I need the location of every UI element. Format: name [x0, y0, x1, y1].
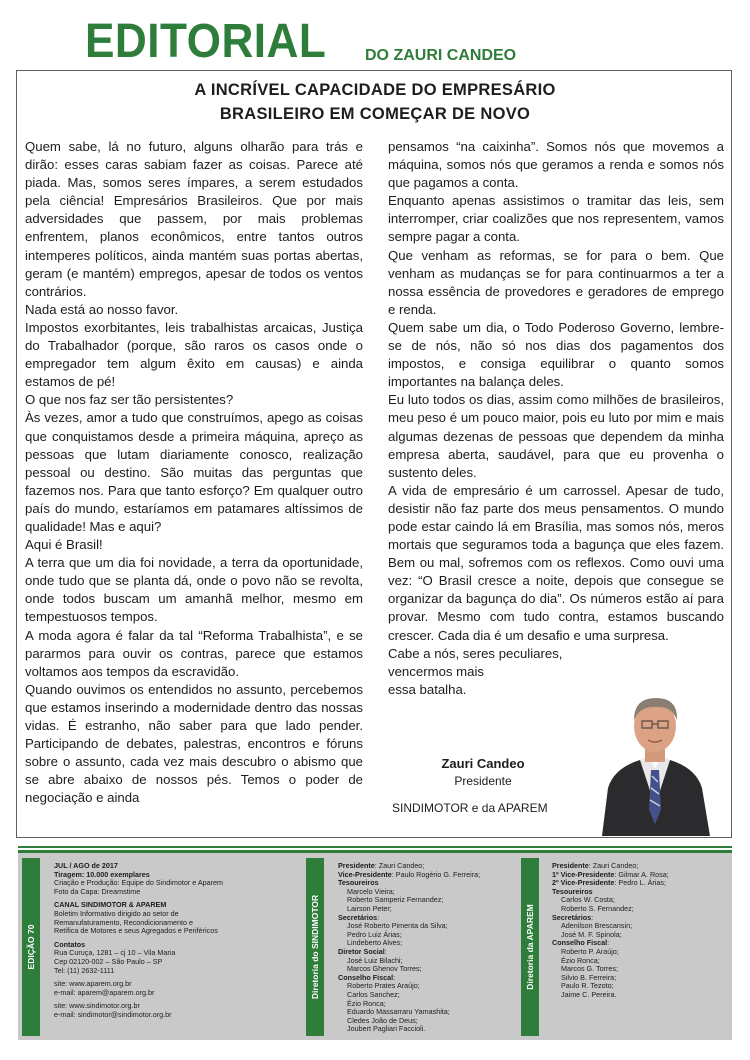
- site-link-aparem[interactable]: site: www.aparem.org.br: [54, 979, 132, 989]
- board-member-name: Eduardo Massarraru Yamashita;: [347, 1007, 450, 1017]
- article-column-left: [25, 138, 363, 807]
- sindimotor-board-list: [338, 862, 508, 1034]
- closing-line: Cabe a nós, seres peculiares,: [388, 645, 563, 661]
- board-member-name: :: [607, 938, 610, 948]
- board-member-name: Joubert Pagliari Faccioli.: [347, 1024, 426, 1034]
- paragraph: Quem sabe um dia, o Todo Poderoso Governo, lembre-se de nós, não só nos dias dos pagamentos dos impostos, e consiga equilibrar o quanto somos importantes na balança deles.: [388, 319, 724, 390]
- aparem-board-label: Diretoria da APAREM: [525, 904, 535, 990]
- board-member-name: Cledes João de Deus;: [347, 1015, 418, 1025]
- address: Rua Curuça, 1281 – cj 10 – Vila Maria: [54, 948, 176, 958]
- closing-line: vencermos mais: [388, 663, 485, 679]
- board-member-name: Lairson Peter;: [347, 903, 392, 913]
- paragraph: Que venham as reformas, se for para o bem. Que venham as mudanças se for para continuarmos a ter a nossa essência de provedores e geradores de emprego e renda.: [388, 247, 724, 317]
- board-member-name: Marcelo Vieira;: [347, 886, 395, 896]
- board-role: 1º Vice-Presidente: [552, 869, 615, 879]
- production-credit: Criação e Produção: Equipe do Sindimotor e Aparem: [54, 878, 224, 888]
- period: JUL / AGO de 2017: [54, 861, 118, 870]
- print-run: Tiragem: 10.000 exemplares: [54, 869, 150, 879]
- paragraph: A vida de empresário é um carrossel. Apesar de tudo, desistir não faz parte dos meus pensamentos. O mundo pode estar caindo lá em Brasília, mas somos nós, meros mortais que seguramos toda a bagunça que eles fazem. Bem ou mal, sofremos com os reflexos. Como ouvi uma vez: “O Brasil cresce a noite, depois que consegue se organizar da bagunça do dia”. Os números estão aí para provar. Mesmo com tudo contra, estamos buscando crescer. Cada dia é um desafio e uma surpresa.: [388, 482, 724, 643]
- paragraph: Quem sabe, lá no futuro, alguns olharão para trás e dirão: esses caras sabiam fazer as coisas. Parece até piada. Mas, somos seres ímpares, a serem estudados pela ciência! Empresários Brasileiros. Que por mais adversidades que passem, por mais problemas enfrentem, planos econômicos, entre tantos outros intemperes políticos, ainda mantém suas portas abertas, geram (e mantém) empregos, apesar de todos os ventos contrários.: [25, 139, 363, 299]
- cover-photo-credit: Foto da Capa: Dreamstime: [54, 886, 141, 896]
- board-role: Tesoureiros: [552, 886, 593, 896]
- board-member-name: : Paulo Rogério G. Ferreira;: [391, 869, 481, 879]
- edition-label: EDIÇÃO 70: [26, 924, 36, 970]
- board-member-name: Marcos Ghenov Torres;: [347, 964, 422, 974]
- paragraph: Aqui é Brasil!: [25, 537, 103, 553]
- portrait-illustration: [594, 690, 716, 836]
- headline-line-1: A INCRÍVEL CAPACIDADE DO EMPRESÁRIO: [194, 81, 556, 99]
- publication-info: [54, 862, 299, 1020]
- paragraph: A terra que um dia foi novidade, a terra da oportunidade, onde tudo que se planta dá, onde o povo não se revolta, onde todos buscam um amanhã melhor, mesmo em tempestuosos tempos.: [25, 555, 363, 625]
- channel-description: Retífica de Motores e seus Agregados e Periféricos: [54, 926, 218, 936]
- paragraph: pensamos “na caixinha”. Somos nós que movemos a máquina, somos nós que geramos a renda e somos nós que pagamos a conta.: [388, 139, 724, 191]
- board-member-name: Carlos Sanchez;: [347, 989, 400, 999]
- board-member-name: Lindeberto Alves;: [347, 938, 403, 948]
- article-headline: [0, 78, 750, 126]
- board-member-name: José M. F. Spinola;: [561, 929, 622, 939]
- board-member-name: : Zauri Candeo;: [588, 861, 639, 870]
- board-member-name: Silvio B. Ferreira;: [561, 972, 617, 982]
- board-role: Tesoureiros: [338, 878, 379, 888]
- board-member-name: : Pedro L. Árias;: [614, 878, 666, 888]
- paragraph: Nada está ao nosso favor.: [25, 301, 179, 317]
- board-member-name: Ézio Ronca;: [347, 998, 386, 1008]
- board-member-row: [338, 1025, 508, 1034]
- channel-description: Remanufaturamento, Recondicionamento e: [54, 917, 194, 927]
- board-member-row: [552, 991, 722, 1000]
- board-role: Presidente: [552, 861, 589, 870]
- masthead-title: EDITORIAL: [85, 15, 327, 68]
- signature-name: Zauri Candeo: [441, 756, 525, 771]
- board-role: Conselho Fiscal: [552, 938, 608, 948]
- board-member-name: Roberto S. Fernandez;: [561, 903, 634, 913]
- paragraph: Eu luto todos os dias, assim como milhões de brasileiros, meu peso é um pouco maior, pois eu luto por mim e mais algumas dezenas de pessoas que dependem da minha empresa aberta, saudável, para que eu provenha o sustento deles.: [388, 392, 724, 480]
- footer-divider: [18, 846, 732, 848]
- contacts-title: Contatos: [54, 939, 86, 949]
- channel-title: CANAL SINDIMOTOR & APAREM: [54, 900, 167, 910]
- signature-role: Presidente: [454, 774, 512, 788]
- board-member-name: Roberto P. Araújo;: [561, 946, 619, 956]
- address: Cep 02120-002 – São Paulo – SP: [54, 956, 163, 966]
- board-member-name: :: [393, 972, 396, 982]
- board-role: Conselho Fiscal: [338, 972, 394, 982]
- paragraph: Quando ouvimos os entendidos no assunto, percebemos que estamos inserindo a modernidade dentro das nossas vidas. É estranho, não saber para que lado pender. Participando de debates, palestras, encontros e fóruns sobre o assunto, cada vez mais descubro o abismo que se abre abaixo de nossos pés. Temos o poder de negociação e ainda: [25, 681, 363, 806]
- paragraph: Enquanto apenas assistimos o tramitar das leis, sem interromper, criar coalizões que nos representem, vamos sempre pagar a conta.: [388, 193, 724, 245]
- board-member-name: : Zauri Candeo;: [374, 861, 425, 870]
- board-role: Diretor Social: [338, 946, 385, 956]
- board-member-name: : Gilmar A. Rosa;: [614, 869, 669, 879]
- masthead-subtitle: DO ZAURI CANDEO: [365, 47, 517, 64]
- edition-band: [22, 858, 40, 1036]
- board-member-name: :: [591, 912, 594, 922]
- board-member-name: Roberto Samperiz Fernandez;: [347, 895, 444, 905]
- site-link-sindimotor[interactable]: site: www.sindimotor.org.br: [54, 1001, 140, 1011]
- author-portrait-photo: [594, 690, 716, 836]
- board-role: Secretários: [338, 912, 378, 922]
- board-member-name: Pedro Luiz Árias;: [347, 929, 402, 939]
- sindimotor-band: [306, 858, 324, 1036]
- board-member-name: José Luiz Bilachi;: [347, 955, 403, 965]
- board-member-name: Carlos W. Costa;: [561, 895, 615, 905]
- paragraph: Impostos exorbitantes, leis trabalhistas arcaicas, Justiça do Trabalhador (porque, são raros os casos onde o empregador tem algum êxito em causas) e ainda estamos de pé!: [25, 319, 363, 390]
- board-role: 2º Vice-Presidente: [552, 878, 615, 888]
- board-member-name: Adenilson Brescansin;: [561, 921, 633, 931]
- channel-description: Boletim Informativo dirigido ao setor de: [54, 908, 179, 918]
- sindimotor-board-label: Diretoria do SINDIMOTOR: [310, 894, 320, 1000]
- board-member-name: Paulo R. Tezoto;: [561, 981, 614, 991]
- board-member-name: Marcos G. Torres;: [561, 964, 618, 974]
- headline-line-2: BRASILEIRO EM COMEÇAR DE NOVO: [219, 105, 531, 123]
- article-column-right: [388, 138, 724, 699]
- signature-block: [388, 755, 578, 789]
- paragraph: Às vezes, amor a tudo que construímos, apego as coisas que conquistamos desde a primeira máquina, apreço as pessoas que lutam diariamente conosco, realização pessoal ou destino. São muitas das perguntas que fazemos nos. Para que tanto esforço? Em qualquer outro país do mundo, estaríamos em patamares altíssimos de qualidade! Mas e aqui?: [25, 410, 363, 534]
- board-role: Secretários: [552, 912, 592, 922]
- closing-line: essa batalha.: [388, 681, 467, 697]
- board-member-name: Roberto Prates Araújo;: [347, 981, 420, 991]
- aparem-band: [521, 858, 539, 1036]
- board-role: Vice-Presidente: [338, 869, 392, 879]
- board-member-name: José Roberto Pimenta da Silva;: [347, 921, 448, 931]
- email-link-sindimotor[interactable]: e-mail: sindimotor@sindimotor.org.br: [54, 1009, 172, 1019]
- paragraph: O que nos faz ser tão persistentes?: [25, 392, 234, 408]
- signature-organization: SINDIMOTOR e da APAREM: [392, 801, 548, 815]
- phone: Tel: (11) 2632-1111: [54, 965, 115, 975]
- paragraph: A moda agora é falar da tal “Reforma Trabalhista”, e se pararmos para ouvir os contras, parece que estamos voltamos aos tempos da escravidão.: [25, 627, 363, 679]
- board-member-name: :: [377, 912, 380, 922]
- board-role: Presidente: [338, 861, 375, 870]
- email-link-aparem[interactable]: e-mail: aparem@aparem.org.br: [54, 987, 155, 997]
- masthead: [85, 14, 735, 70]
- board-member-name: :: [384, 946, 387, 956]
- board-member-name: Ézio Ronca;: [561, 955, 600, 965]
- aparem-board-list: [552, 862, 722, 1000]
- board-member-name: Jaime C. Pereira.: [561, 989, 617, 999]
